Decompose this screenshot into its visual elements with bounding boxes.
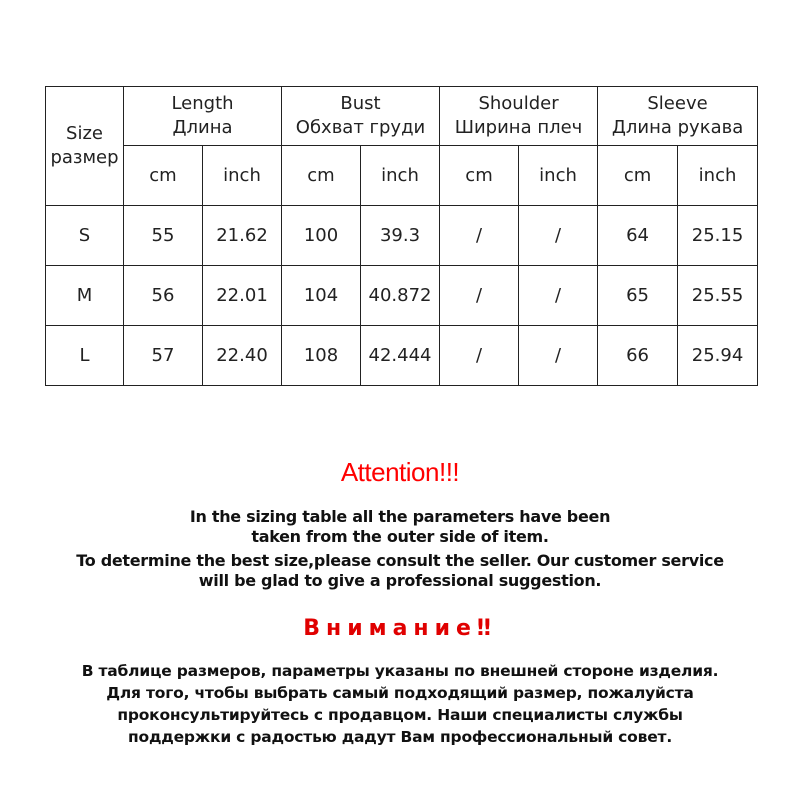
table-cell: 108 (282, 326, 361, 386)
note-ru-line-1: В таблице размеров, параметры указаны по внешней стороне изделия. (81, 662, 719, 680)
table-cell: 22.01 (203, 266, 282, 326)
note-ru-line-2: Для того, чтобы выбрать самый подходящий размер, пожалуйста (106, 684, 694, 702)
note-en-line-2: taken from the outer side of item. (251, 527, 549, 546)
note-en-line-1: In the sizing table all the parameters have been (189, 507, 611, 526)
note-en-line-4: will be glad to give a professional suggestion. (198, 571, 602, 590)
note-ru-line-3: проконсультируйтесь с продавцом. Наши специалисты службы (117, 706, 683, 724)
bust-header-en: Bust (340, 93, 381, 114)
table-cell: 55 (124, 206, 203, 266)
unit-cell: inch (361, 146, 440, 206)
table-cell: / (440, 326, 519, 386)
size-chart-table (45, 86, 758, 386)
table-row-s (46, 206, 758, 266)
table-cell: 100 (282, 206, 361, 266)
bust-header (282, 87, 440, 146)
note-ru-line-4: поддержки с радостью дадут Вам профессиональный совет. (127, 728, 673, 746)
shoulder-header-ru: Ширина плеч (454, 117, 583, 138)
table-cell: 25.94 (678, 326, 758, 386)
table-cell: 25.55 (678, 266, 758, 326)
table-cell: 39.3 (361, 206, 440, 266)
table-cell: / (519, 206, 598, 266)
sleeve-header-en: Sleeve (647, 93, 708, 114)
table-cell: 64 (598, 206, 678, 266)
table-cell: 104 (282, 266, 361, 326)
attention-title-ru: Внимание‼ (303, 616, 497, 641)
unit-cell: inch (678, 146, 758, 206)
bust-header-ru: Обхват груди (295, 117, 426, 138)
unit-cell: cm (598, 146, 678, 206)
table-cell: / (440, 206, 519, 266)
table-cell: 57 (124, 326, 203, 386)
unit-header-row (46, 146, 758, 206)
sleeve-header (598, 87, 758, 146)
table-cell: 66 (598, 326, 678, 386)
table-cell: 22.40 (203, 326, 282, 386)
table-cell: 42.444 (361, 326, 440, 386)
size-label: S (46, 206, 124, 266)
attention-title-en: Attention!!! (340, 457, 460, 487)
unit-cell: inch (519, 146, 598, 206)
length-header (124, 87, 282, 146)
sleeve-header-ru: Длина рукава (611, 117, 744, 138)
table-row-l (46, 326, 758, 386)
size-label: L (46, 326, 124, 386)
unit-cell: cm (282, 146, 361, 206)
table-cell: / (519, 266, 598, 326)
size-header-en: Size (66, 123, 103, 144)
table-cell: / (440, 266, 519, 326)
length-header-ru: Длина (172, 117, 233, 138)
table-cell: 25.15 (678, 206, 758, 266)
table-cell: 40.872 (361, 266, 440, 326)
table-row-m (46, 266, 758, 326)
length-header-en: Length (171, 93, 234, 114)
unit-cell: cm (440, 146, 519, 206)
size-header-ru: размер (50, 147, 119, 168)
unit-cell: inch (203, 146, 282, 206)
size-label: M (46, 266, 124, 326)
table-cell: 56 (124, 266, 203, 326)
size-header-cell (46, 87, 124, 206)
shoulder-header (440, 87, 598, 146)
shoulder-header-en: Shoulder (478, 93, 559, 114)
group-header-row (46, 87, 758, 146)
table-cell: / (519, 326, 598, 386)
note-en-line-3: To determine the best size,please consult the seller. Our customer service (76, 551, 724, 570)
table-cell: 65 (598, 266, 678, 326)
unit-cell: cm (124, 146, 203, 206)
table-cell: 21.62 (203, 206, 282, 266)
